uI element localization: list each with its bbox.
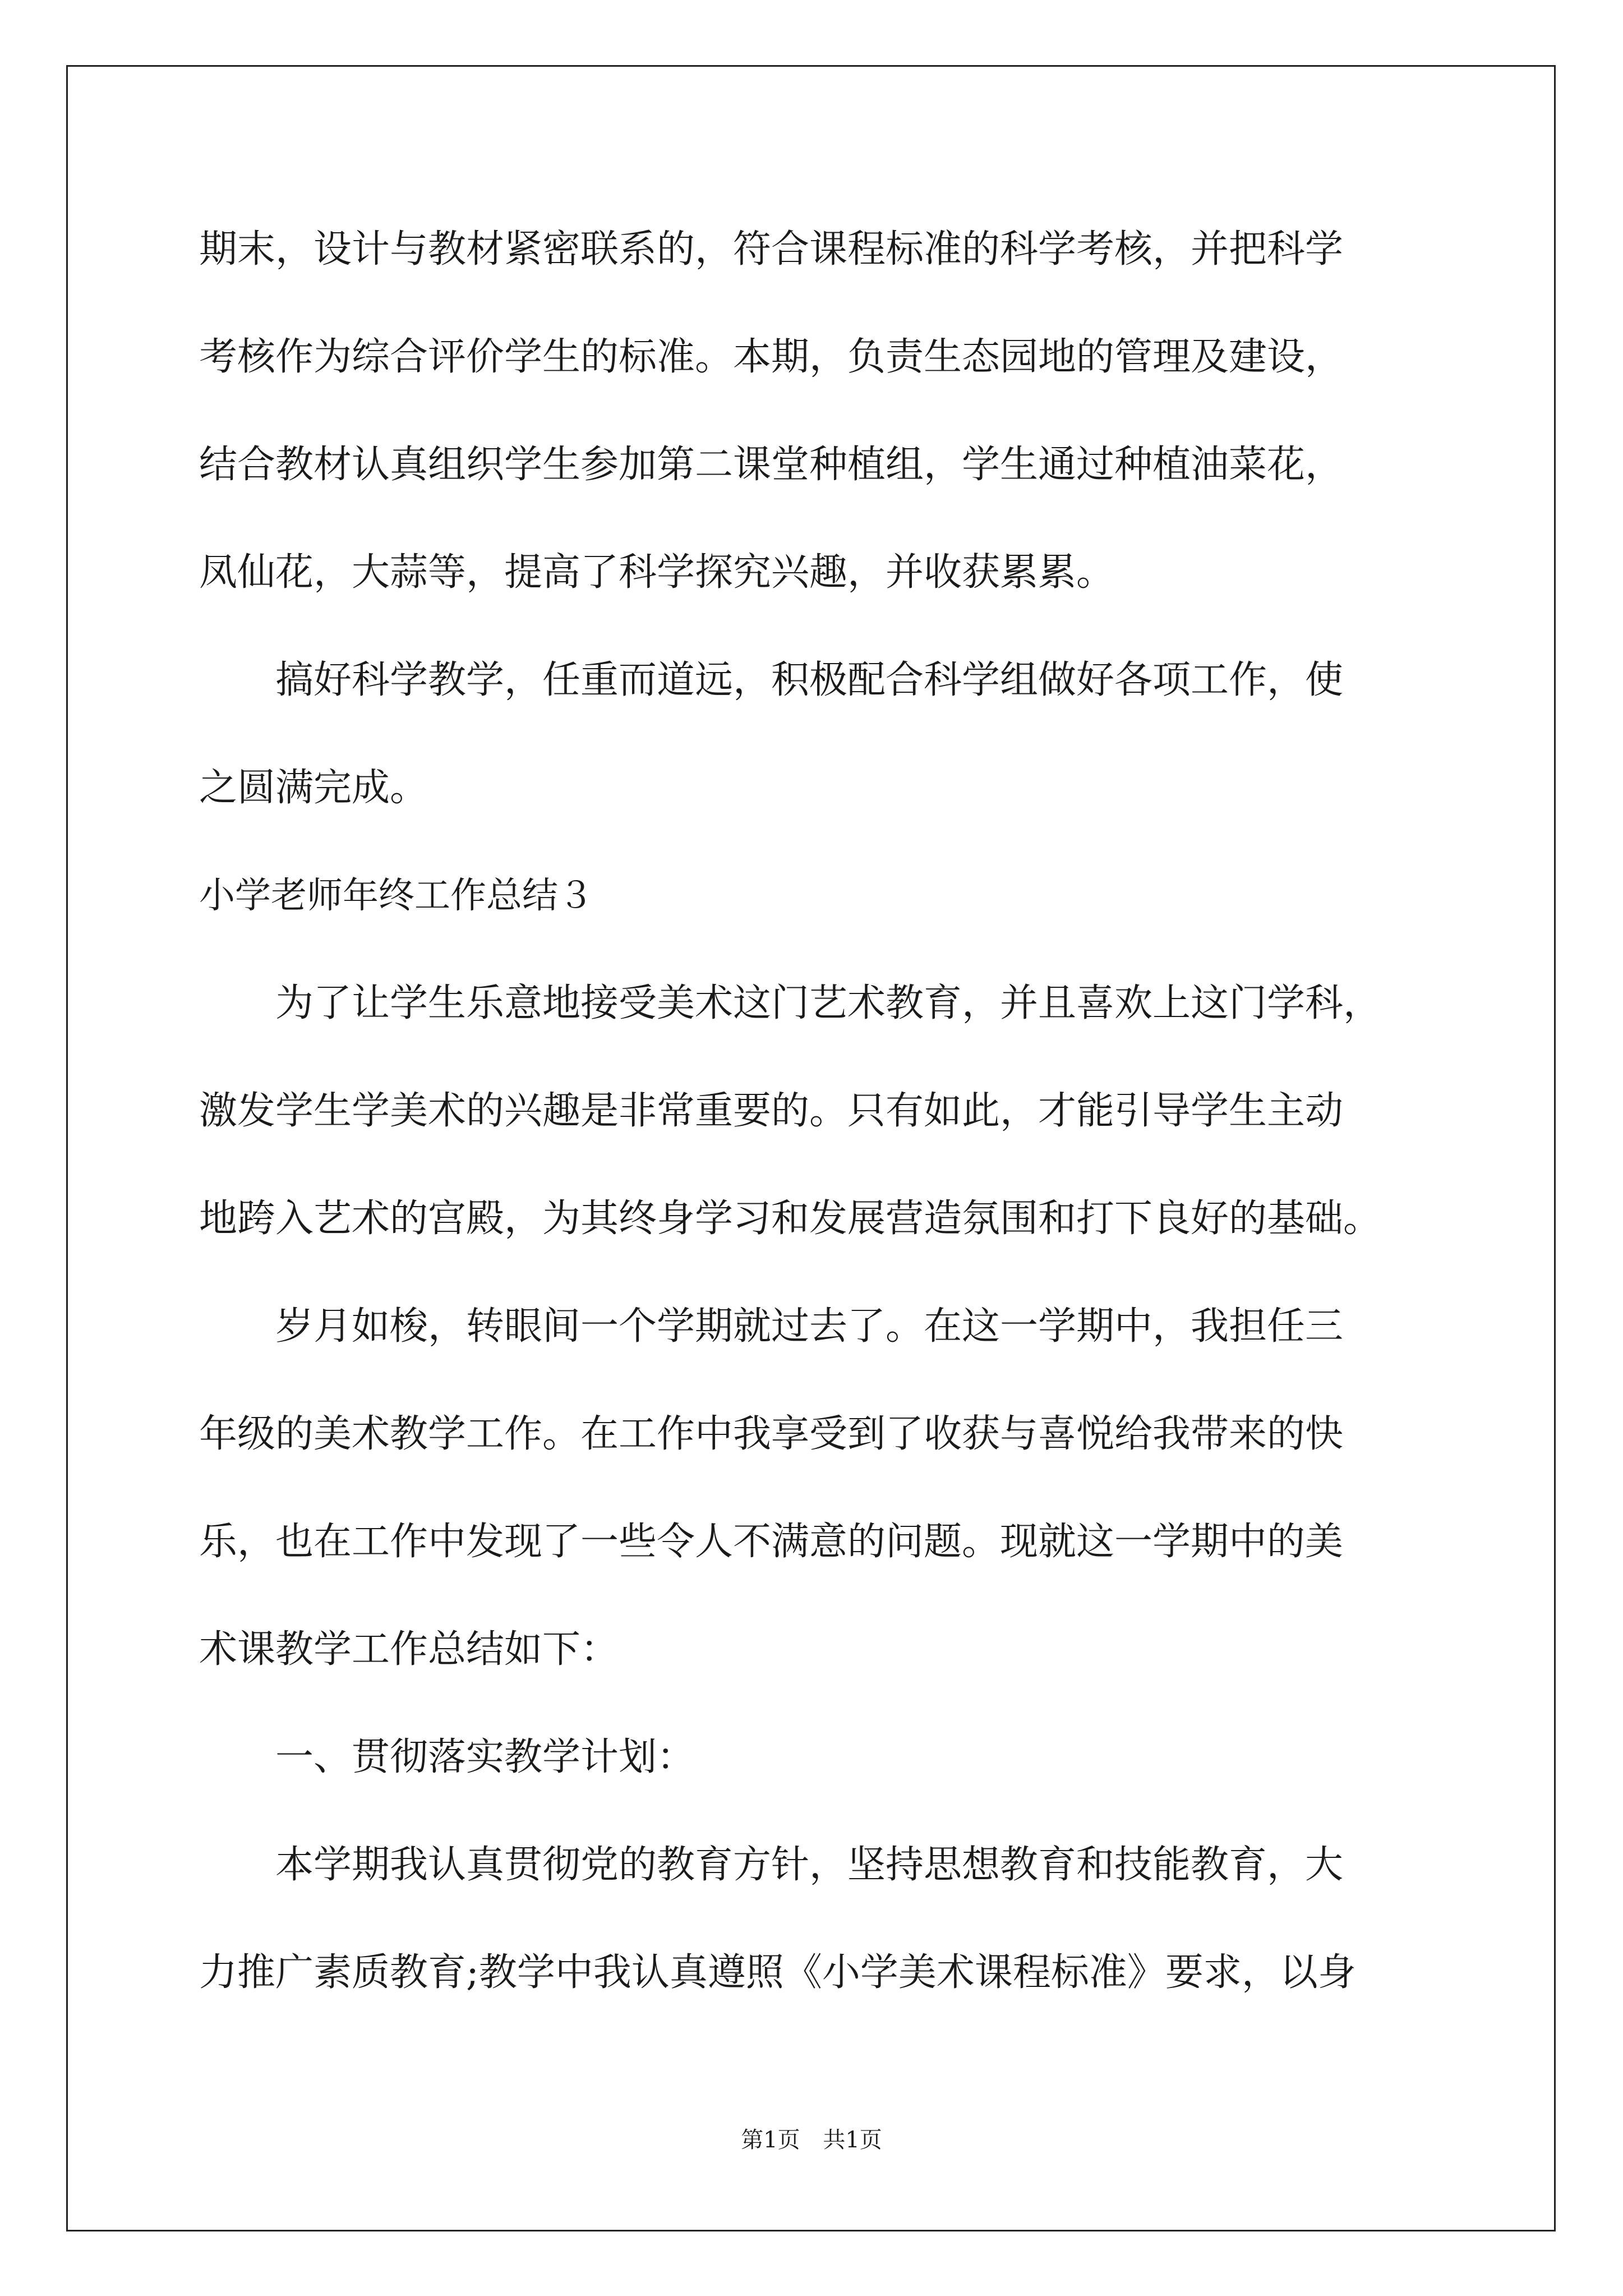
text-line: 一、贯彻落实教学计划： xyxy=(199,1735,695,1779)
text-line: 本学期我认真贯彻党的教育方针，坚持思想教育和技能教育，大 xyxy=(199,1843,1344,1887)
text-line: 力推广素质教育;教学中我认真遵照《小学美术课程标准》要求，以身 xyxy=(199,1950,1356,1995)
text-line: 凤仙花，大蒜等，提高了科学探究兴趣，并收获累累。 xyxy=(199,550,1115,595)
text-line: 为了让学生乐意地接受美术这门艺术教育，并且喜欢上这门学科， xyxy=(199,981,1382,1025)
page-border xyxy=(66,65,1556,2231)
text-line: 激发学生学美术的兴趣是非常重要的。只有如此，才能引导学生主动 xyxy=(199,1089,1344,1133)
text-line: 结合教材认真组织学生参加第二课堂种植组，学生通过种植油菜花， xyxy=(199,443,1344,487)
page-number: 第1页 xyxy=(741,2127,800,2153)
page-total: 共1页 xyxy=(823,2127,882,2153)
text-line: 考核作为综合评价学生的标准。本期，负责生态园地的管理及建设， xyxy=(199,335,1344,379)
text-line: 术课教学工作总结如下： xyxy=(199,1627,619,1672)
text-line: 之圆满完成。 xyxy=(199,766,428,810)
text-line: 岁月如梭，转眼间一个学期就过去了。在这一学期中，我担任三 xyxy=(199,1304,1344,1349)
text-line: 地跨入艺术的宫殿，为其终身学习和发展营造氛围和打下良好的基础。 xyxy=(199,1197,1382,1241)
text-line: 期末，设计与教材紧密联系的，符合课程标准的科学考核，并把科学 xyxy=(199,227,1344,272)
section-heading: 小学老师年终工作总结３ xyxy=(199,875,594,917)
text-line: 搞好科学教学，任重而道远，积极配合科学组做好各项工作，使 xyxy=(199,658,1344,702)
text-line: 乐，也在工作中发现了一些令人不满意的问题。现就这一学期中的美 xyxy=(199,1520,1344,1564)
text-line: 年级的美术教学工作。在工作中我享受到了收获与喜悦给我带来的快 xyxy=(199,1412,1344,1456)
page-footer xyxy=(0,2123,1623,2157)
